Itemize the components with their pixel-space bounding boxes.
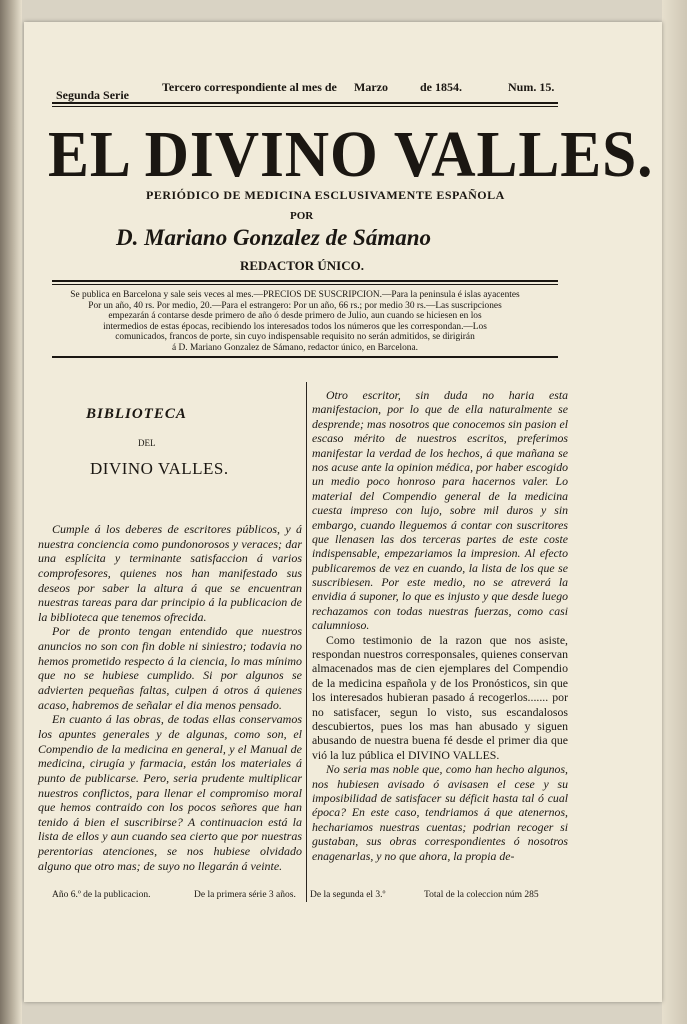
masthead-role: REDACTOR ÚNICO.: [240, 258, 364, 273]
right-column-text: [312, 388, 568, 863]
masthead-rule-top: [52, 280, 558, 282]
subscription-line-1: Se publica en Barcelona y sale seis veces al mes.—PRECIOS DE SUSCRIPCION.—Para la peninsula é islas ayacentes: [70, 290, 520, 300]
right-paragraph-1: Otro escritor, sin duda no haria esta manifestacion, por lo que de ella naturalmente se desprende; mas nosotros que conocemos sin pasion el escaso mérito de nuestros escritos, preferimos manifestar la verdad de los hechos, á que mañana se nos acuse ante la opinion médica, por haber escogido un medio poco honroso para hacernos valer. Lo material del Compendio general de la medicina cuesta impreso con lujo, sobre mil duros y sin embargo, cuando lleguemos á contar con suscritores que llenasen las dos terceras partes de este coste indispensable, empezariamos la impresion. Al efecto publicaremos de vez en cuando, la lista de los que se suscribiesen. Por este medio, no se atreverá la envidia á suponer, lo que es injusto y que desde luego rechazamos con todas nuestras fuerzas, como casi calumnioso.: [312, 388, 568, 633]
subscription-line-4: intermedios de estas épocas, recibiendo los interesados todos los números que les correspondan.—Los: [103, 321, 487, 332]
column-divider: [306, 382, 307, 902]
header-rule-bottom: [52, 106, 558, 107]
header-rule-top: [52, 102, 558, 104]
series-label: Segunda Serie: [56, 88, 130, 102]
right-paragraph-3: No seria mas noble que, como han hecho algunos, nos hubiesen avisado ó avisasen el cese y su imposibilidad de satisfacer su déficit hasta tal ó cual época? En este caso, tendriamos á que atenernos, hechariamos nuestras cuentas; podrian recoger si gustaban, sus obras correspondientes ó nosotros enagenarlas, y no que ahora, la propia de-: [312, 762, 568, 863]
masthead-rule-bottom: [52, 284, 558, 285]
adjacent-page-edge: [662, 0, 687, 1024]
subscription-block: [30, 290, 560, 354]
subscription-line-3: empezarán á contarse desde primero de año ó desde primero de Julio, aun cuando se hiciesen en los: [108, 311, 482, 322]
masthead-subtitle: PERIÓDICO DE MEDICINA ESCLUSIVAMENTE ESPAÑOLA: [146, 188, 505, 202]
masthead-title: EL DIVINO VALLES.: [48, 118, 654, 191]
month-label: Marzo: [354, 80, 388, 94]
footer-second-series: De la segunda el 3.º: [310, 890, 386, 900]
newspaper-page: [24, 22, 662, 1002]
left-paragraph-3: En cuanto á las obras, de todas ellas conservamos los apuntes generales y de algunas, como son, el Compendio de la medicina en general, y el Manual de medicina, cirugía y farmacia, están los materiales á punto de publicarse. Pero, seria prudente multiplicar nuestros conflictos, para llenar el compromiso moral que hemos contraido con los pocos señores que han tenido á bien el suscribirse? A continuacion está la lista de ellos y aun cuando sea cierto que por nuestras perentorias atenciones, se nos hubiese olvidado alguno que otro mas; de suyo no llegarán á veinte.: [38, 712, 302, 873]
footer-year: Año 6.º de la publicacion.: [52, 890, 151, 900]
biblioteca-heading: BIBLIOTECA: [86, 406, 187, 422]
biblioteca-del: DEL: [138, 438, 156, 448]
period-label: Tercero correspondiente al mes de: [162, 80, 337, 94]
subscription-rule: [52, 356, 558, 358]
footer-first-series: De la primera série 3 años.: [194, 890, 296, 900]
left-paragraph-2: Por de pronto tengan entendido que nuestros anuncios no son con fin doble ni siniestro; todavia no hemos prometido respecto á la ciencia, lo mas mínimo que no se hubiese cumplido. Si por algunos se advierten pequeñas faltas, culpen á otros á quienes acaso, habremos de señalar el dia menos pensado.: [38, 624, 302, 712]
subscription-line-2: Por un año, 40 rs. Por medio, 20.—Para el estrangero: Por un año, 66 rs.; por medio 30 rs.—Las suscripciones: [88, 300, 502, 311]
masthead-author: D. Mariano Gonzalez de Sámano: [116, 225, 432, 250]
left-column-text: [38, 522, 302, 873]
right-paragraph-2: Como testimonio de la razon que nos asiste, respondan nuestros corresponsales, quienes conservan almacenados mas de cien ejemplares del Compendio de la medicina española y de los Pronósticos, sin que los interesados hubieran pasado á recogerlos....... por no satisfacer, segun lo visto, sus escandalosos descubiertos, pues los mas han abusado y siguen abusando de nuestra buena fé desde el primer dia que vió la luz pública el DIVINO VALLES.: [312, 632, 568, 762]
subscription-line-5: comunicados, francos de porte, sin cuyo indispensable requisito no serán admitidos, se dirigirán: [115, 332, 475, 343]
book-spine-shadow: [0, 0, 22, 1024]
left-paragraph-1: Cumple á los deberes de escritores públicos, y á nuestra conciencia como pundonorosos y veraces; dar una esplícita y terminante satisfaccion á varios comprofesores, quienes nos han manifestado sus deseos por saber la altura á que se encuentran nuestras tareas para dar principio á la publicacion de la biblioteca que tenemos ofrecida.: [38, 522, 302, 624]
subscription-line-6: á D. Mariano Gonzalez de Sámano, redactor único, en Barcelona.: [172, 342, 418, 353]
year-label: de 1854.: [420, 80, 462, 94]
biblioteca-subheading: DIVINO VALLES.: [90, 459, 229, 478]
masthead-por: POR: [290, 210, 314, 222]
footer-total: Total de la coleccion núm 285: [424, 890, 539, 900]
issue-number: Num. 15.: [508, 80, 555, 94]
